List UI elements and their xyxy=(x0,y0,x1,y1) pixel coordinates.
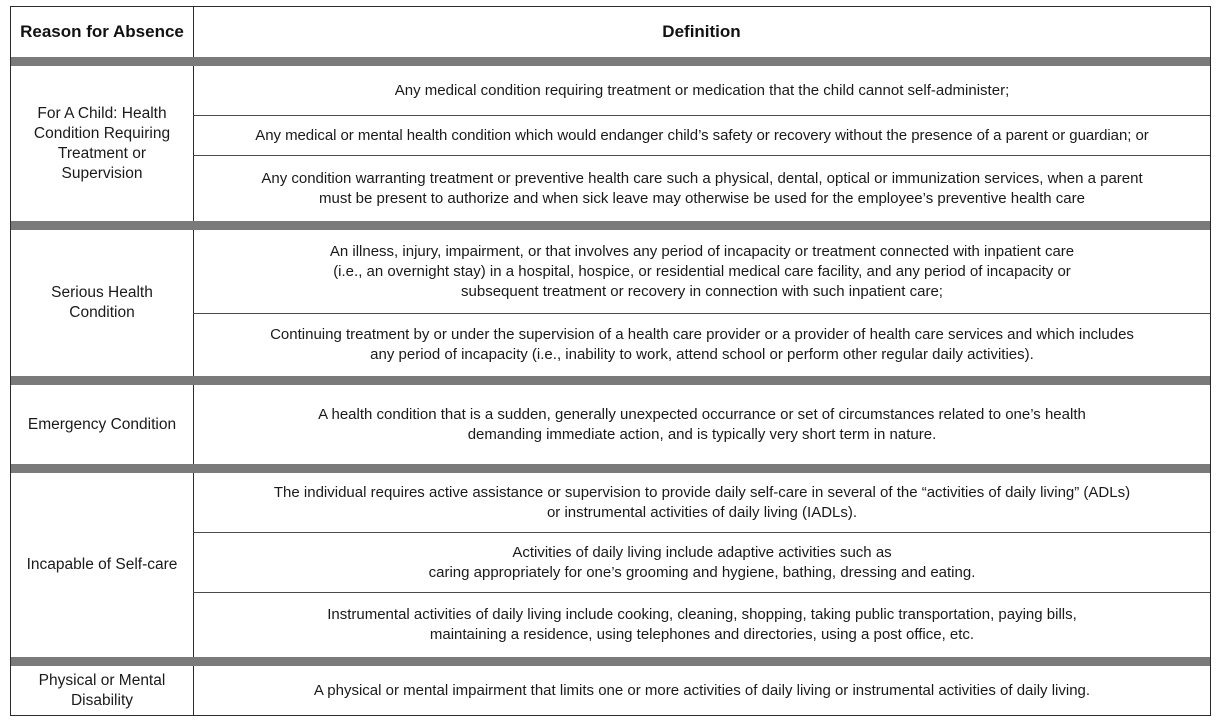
definition-cell: Continuing treatment by or under the supervision of a health care provider or a provider of health care services and which includes any period of incapacity (i.e., inability to work, attend school or perform other regular daily activities). xyxy=(270,326,1134,363)
reason-cell-self-care: Incapable of Self-care xyxy=(26,556,178,573)
definition-cell: The individual requires active assistance or supervision to provide daily self-care in several of the “activities of daily living” (ADLs) or instrumental activities of daily living (IADLs). xyxy=(273,483,1131,521)
row-separator xyxy=(11,657,1210,666)
row-separator xyxy=(11,464,1210,473)
header-definition: Definition xyxy=(662,22,741,41)
row-separator xyxy=(11,221,1210,230)
definition-cell: Any condition warranting treatment or preventive health care such a physical, dental, optical or immunization services, when a parent must be present to authorize and when sick leave may otherwise be used for the employee’s preventive health care xyxy=(261,169,1143,207)
header-reason: Reason for Absence xyxy=(20,22,184,41)
definition-cell: A health condition that is a sudden, generally unexpected occurrance or set of circumstances related to one’s health demanding immediate action, and is typically very short term in nature. xyxy=(318,405,1086,443)
row-separator xyxy=(11,376,1210,385)
reason-cell-child-health: For A Child: Health Condition Requiring Treatment or Supervision xyxy=(33,104,171,182)
reason-cell-serious-health: Serious Health Condition xyxy=(51,284,153,321)
definition-cell: A physical or mental impairment that limits one or more activities of daily living or instrumental activities of daily living. xyxy=(313,681,1091,699)
row-separator xyxy=(11,57,1210,66)
definition-cell: Any medical condition requiring treatment or medication that the child cannot self-administer; xyxy=(394,81,1010,99)
definition-cell: An illness, injury, impairment, or that involves any period of incapacity or treatment connected with inpatient care (i.e., an overnight stay) in a hospital, hospice, or residential medical care facility, and any period of incapacity or subsequent treatment or recovery in connection with such inpatient care; xyxy=(329,242,1075,300)
reason-cell-emergency: Emergency Condition xyxy=(27,415,177,433)
definition-cell: Activities of daily living include adaptive activities such as caring appropriately for one’s grooming and hygiene, bathing, dressing and eating. xyxy=(428,543,976,581)
absence-definitions-table xyxy=(10,6,1211,716)
reason-cell-disability: Physical or Mental Disability xyxy=(38,671,166,709)
definition-cell: Any medical or mental health condition which would endanger child’s safety or recovery without the presence of a parent or guardian; or xyxy=(255,126,1149,144)
definition-cell: Instrumental activities of daily living include cooking, cleaning, shopping, taking public transportation, paying bills, maintaining a residence, using telephones and directories, using a post office, etc. xyxy=(327,606,1077,643)
